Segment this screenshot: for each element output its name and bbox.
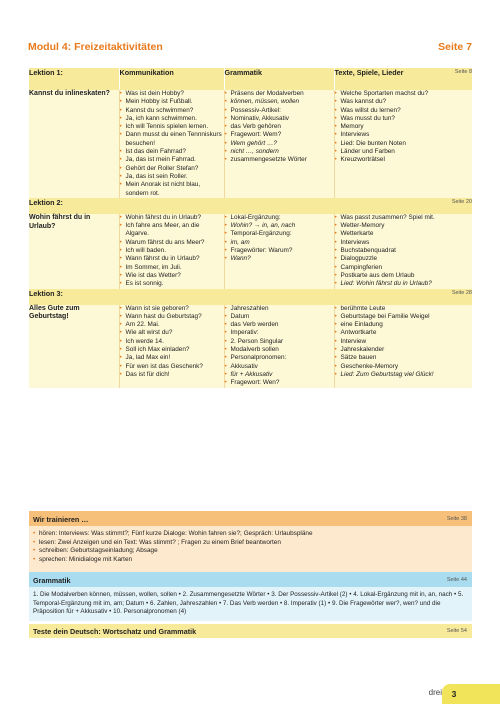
lektion3-title: Alles Gute zum Geburtstag! [29,305,119,388]
page-footer [0,684,500,708]
grammatik-text: 1. Die Modalverben können, müssen, wollen, sollen • 2. Zusammengesetzte Wörter • 3. Der Possessiv-Artikel (2) • 4. Lokal-Ergänzung mit in, an, nach • 5. Temporal-Ergänzung mit im, am; Datum • 6. Zahlen, Jahreszahlen • 7. Das Verb werden • 8. Imperativ (1) • 9. Die Fragewörter wer?, wen? und die Präposition für + Akkusativ • 10. Personalpronomen (4) [29,587,472,621]
trainieren-header: Wir trainieren … Seite 38 [29,511,472,526]
page-word: drei [428,688,442,697]
lektion2-title: Wohin fährst du in Urlaub? [29,214,119,289]
l1-seite: Seite 8 [454,69,472,75]
lektion3-row [29,305,472,388]
l2-gram-list: • Lokal-Ergänzung: • Wohin? → in, an, nach • Temporal-Ergänzung: • im, am • Fragewörter: Warum? • Wann? [225,214,334,264]
lektion1-row [29,90,472,198]
col-texte: Texte, Spiele, Lieder Seite 8 [334,68,472,90]
col-lektion: Lektion 1: [29,68,119,90]
l3-gram-list: • Jahreszahlen • Datum • das Verb werden • Imperativ: • 2. Person Singular • Modalverb sollen • Personalpronomen: • Akkusativ • für + Akkusativ • Fragewort: Wen? [225,305,334,388]
l2-komm-list: • Wohin fährst du in Urlaub? • Ich fahre ans Meer, an die Algarve. • Warum fährst du ans Meer? • Ich will baden. • Wann fährst du in Urlaub? • Im Sommer, im Juli. • Wie ist das Wetter? • Es ist sonnig. [120,214,224,289]
lektion2-band: Lektion 2: Seite 20 [29,198,472,214]
l1-gram-list: • Präsens der Modalverben • können, müssen, wollen • Possessiv-Artikel: • Nominativ, Akkusativ • das Verb gehören • Fragewort: Wem? • Wem gehört …? • nicht …, sondern • zusammengesetzte Wörter [225,90,334,165]
l1-komm-list: • Was ist dein Hobby? • Mein Hobby ist Fußball. • Kannst du schwimmen? • Ja, ich kann schwimmen. • Ich will Tennis spielen lernen. • Dann musst du einen Tennniskurs besuchen! • Ist das dein Fahrrad? • Ja, das ist mein Fahrrad. • Gehört der Roller Stefan? • Ja, das ist sein Roller. • Mein Anorak ist nicht blau, sondern rot. [120,90,224,198]
page-header [28,41,472,55]
modul-title: Modul 4: Freizeitaktivitäten [28,41,163,53]
teste-bar: Teste dein Deutsch: Wortschatz und Grammatik Seite 54 [29,624,472,638]
col-grammatik: Grammatik [224,68,334,90]
page-number: 3 [442,684,466,704]
l3-texte-list: • berühmte Leute • Geburtstage bei Familie Weigel • eine Einladung • Antwortkarte • Interview • Jahreskalender • Sätze bauen • Geschenke-Memory • Lied: Zum Geburtstag viel Glück! [335,305,473,380]
l2-texte-list: • Was passt zusammen? Spiel mit. • Wetter-Memory • Wetterkarte • Interviews • Buchstabenquadrat • Dialogpuzzle • Campingferien • Postkarte aus dem Urlaub • Lied: Wohin fährst du in Urlaub? [335,214,473,289]
l1-texte-list: • Welche Sportarten machst du? • Was kannst du? • Was willst du lernen? • Was musst du tun? • Memory • Interviews • Lied: Die bunten Noten • Länder und Farben • Kreuzworträtsel [335,90,473,165]
lektion2-row [29,214,472,289]
trainieren-list: • hören: Interviews: Was stimmt?; Fünf kurze Dialoge: Wohin fahren sie?; Gespräch: Urlaubspläne • lesen: Zwei Anzeigen und ein Text: Was stimmt? ; Fragen zu einem Brief beantworten • schreiben: Geburtstagseinladung; Absage • sprechen: Minidialoge mit Karten [29,526,472,593]
lektion3-band: Lektion 3: Seite 28 [29,289,472,305]
grammatik-header: Grammatik Seite 44 [29,572,472,587]
overview-table [29,68,472,388]
page-ref: Seite 7 [438,41,472,53]
l3-komm-list: • Wann ist sie geboren? • Wann hast du Geburtstag? • Am 22. Mai. • Wie alt wirst du? • Ich werde 14. • Soll ich Max einladen? • Ja, lad Max ein! • Für wen ist das Geschenk? • Das ist für dich! [120,305,224,380]
col-kommunikation: Kommunikation [119,68,224,90]
lektion1-title: Kannst du inlineskaten? [29,90,119,198]
